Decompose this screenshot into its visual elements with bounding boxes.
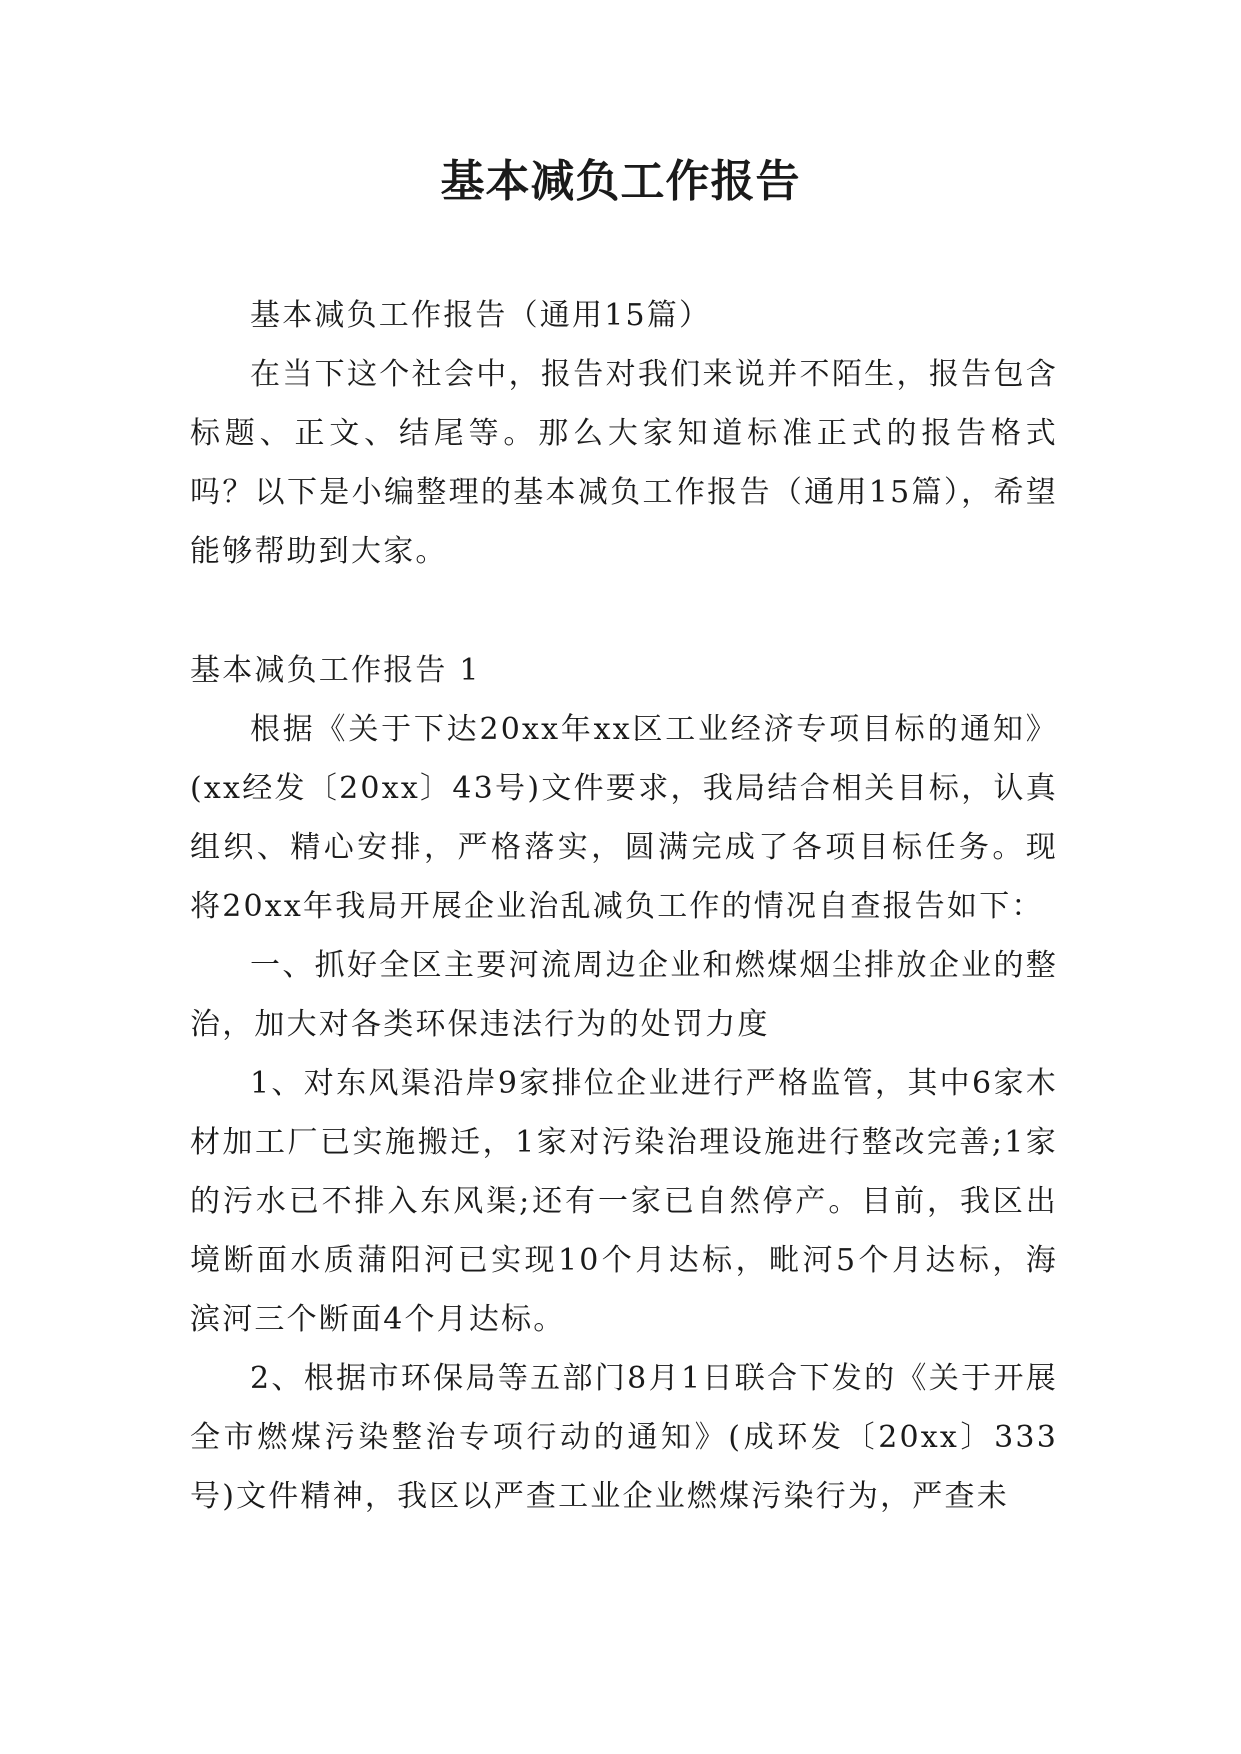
document-title: 基本减负工作报告	[440, 156, 801, 207]
intro-paragraph: 在当下这个社会中，报告对我们来说并不陌生，报告包含标题、正文、结尾等。那么大家知道标准正式的报告格式吗？以下是小编整理的基本减负工作报告（通用15篇），希望能够帮助到大家。	[190, 357, 1058, 569]
body-paragraph: 1、对东风渠沿岸9家排位企业进行严格监管，其中6家木材加工厂已实施搬迁，1家对污染治理设施进行整改完善;1家的污水已不排入东风渠;还有一家已自然停产。目前，我区出境断面水质蒲阳河已实现10个月达标，毗河5个月达标，海滨河三个断面4个月达标。	[190, 1066, 1058, 1337]
section-spacer	[190, 581, 1058, 641]
body-paragraph: 2、根据市环保局等五部门8月1日联合下发的《关于开展全市燃煤污染整治专项行动的通知》(成环发〔20xx〕333号)文件精神，我区以严查工业企业燃煤污染行为，严查未	[190, 1361, 1058, 1514]
body-paragraph: 根据《关于下达20xx年xx区工业经济专项目标的通知》(xx经发〔20xx〕43号)文件要求，我局结合相关目标，认真组织、精心安排，严格落实，圆满完成了各项目标任务。现将20xx年我局开展企业治乱减负工作的情况自查报告如下：	[190, 712, 1058, 924]
document-body	[190, 286, 1058, 1526]
document-subtitle: 基本减负工作报告（通用15篇）	[250, 298, 712, 333]
body-paragraph: 一、抓好全区主要河流周边企业和燃煤烟尘排放企业的整治，加大对各类环保违法行为的处罚力度	[190, 948, 1058, 1042]
section-heading: 基本减负工作报告 1	[190, 653, 481, 688]
